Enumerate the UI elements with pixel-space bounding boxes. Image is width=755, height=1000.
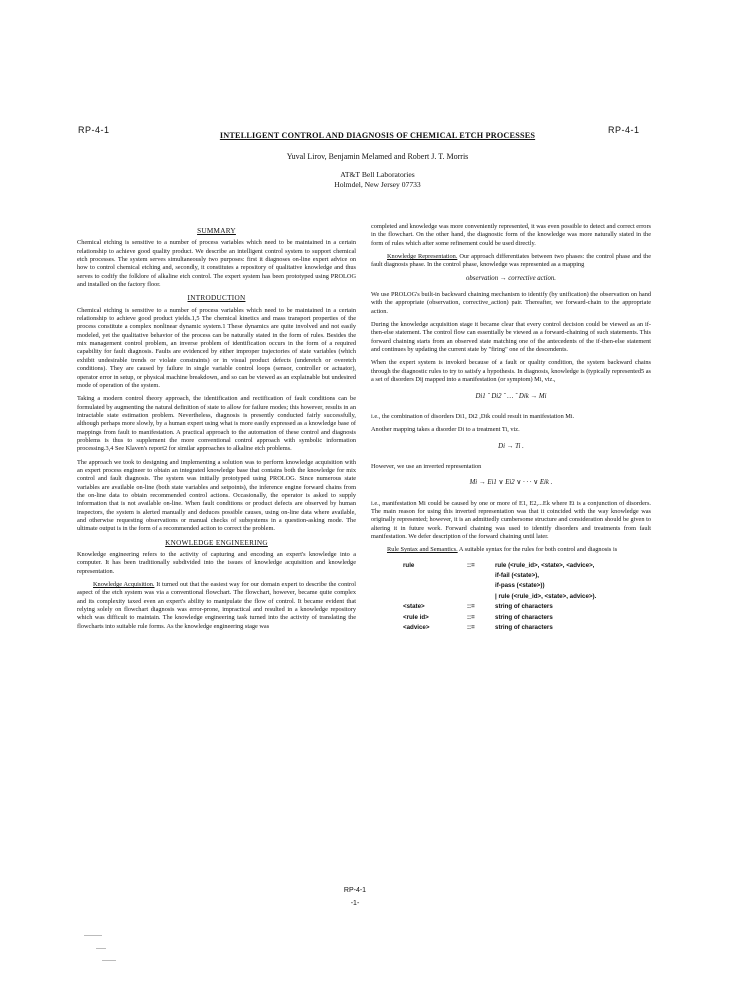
grammar-lhs: rule — [403, 561, 415, 569]
scan-speck — [96, 948, 106, 949]
grammar-lhs — [403, 582, 465, 590]
grammar-rhs: if-pass (<state>)) — [495, 582, 545, 590]
grammar-row — [403, 582, 600, 590]
kr-label: Knowledge Representation. — [387, 253, 458, 261]
paper-authors: Yuval Lirov, Benjamin Melamed and Robert J. T. Morris — [286, 152, 469, 161]
body-paragraph: We use PROLOG's built-in backward chaining mechanism to identify (by unification) the observation on hand with the appropriate (observation, corrective_action) pair. Thereafter, we forward-chain to the appropriate action. — [371, 291, 651, 315]
grammar-operator — [467, 582, 493, 590]
equation-treatment: Di → Ti . — [498, 442, 524, 450]
section-heading-introduction: INTRODUCTION — [187, 294, 246, 303]
rs-label: Rule Syntax and Semantics. — [387, 546, 458, 554]
grammar-row — [403, 614, 600, 622]
header-code-left: RP-4-1 — [78, 125, 110, 135]
grammar-lhs: <rule id> — [403, 613, 429, 621]
equation-observation: observation → corrective action. — [466, 274, 556, 282]
grammar-row — [403, 593, 600, 601]
section-heading-summary: SUMMARY — [197, 227, 236, 235]
body-paragraph: Another mapping takes a disorder Di to a treatment Ti, viz. — [371, 426, 520, 434]
body-paragraph: completed and knowledge was more conveniently represented, it was even possible to detect and correct errors in the flowchart. On the other hand, the diagnostic form of the knowledge was more naturally stated in the form of rules which after some refinement could be used directly. — [371, 223, 651, 247]
body-paragraph: During the knowledge acquisition stage it became clear that every control decision could be viewed as an if-then-else statement. The control flow can essentially be viewed as a forward-chaining of such statements. This forward chaining starts from an observed state matching one of the antecedents of the if-then-else statement and continues by updating the current state by "firing" one of the descendents. — [371, 321, 651, 354]
grammar-rhs: | rule (<rule_id>, <state>, advice>). — [495, 592, 597, 600]
grammar-operator — [467, 572, 493, 580]
ke-intro-paragraph: Knowledge engineering refers to the activity of capturing and encoding an expert's knowledge into a computer. It has been traditionally subdivided into the issues of knowledge acquisition and knowledge representation. — [77, 551, 356, 575]
body-paragraph: i.e., the combination of disorders Di1, Di2 ,Dik could result in manifestation Mi. — [371, 412, 575, 420]
grammar-row — [403, 603, 600, 611]
grammar-rhs: string of characters — [495, 624, 553, 632]
body-paragraph: i.e., manifestation Mi could be caused by one or more of E1, E2,...Ek where Ei is a conjunction of disorders. The main reason for using this inverted representation was that it coincided with the way knowledge was originally represented; however, it is an admittedly cumbersome structure and consideration should be given to altering it in future work. Forward chaining was used to identify disorders and treatments from fault manifestation. We defer description of the forward chaining until later. — [371, 499, 651, 540]
grammar-operator: ::= — [467, 561, 475, 569]
ka-text: It turned out that the easiest way for our domain expert to describe the control aspect of the etch system was via a conventional flowchart. The flowchart, however, became quite complex and its complexity taxed even an expert's ability to manipulate the flow of control. It became evident that relying solely on flowchart diagnosis was error-prone, impractical and resulted in a knowledge repository which was difficult to maintain. The knowledge engineering task turned into the activity of translating the flowcharts into suitable rule forms. As the knowledge engineering stage was — [77, 581, 356, 630]
grammar-lhs — [403, 593, 465, 601]
footer-code: RP-4-1 — [343, 887, 367, 894]
kr-paragraph — [371, 253, 651, 270]
ka-paragraph — [77, 581, 356, 631]
grammar-operator: ::= — [467, 624, 475, 632]
affiliation-line: AT&T Bell Laboratories — [340, 170, 415, 179]
grammar-row — [403, 572, 600, 580]
summary-paragraph: Chemical etching is sensitive to a number of process variables which need to be maintained in a certain relationship to achieve good quality product. We describe an intelligent control system to support chemical etch processes. The system serves simultaneously two purposes: first it diagnoses on-line expert advice on how to control chemical etching and, secondly, it constitutes a repository of qualitative knowledge and thus serves to codify the folklore of alkaline etch control. The expert system has been prototyped using PROLOG and installed on the factory floor. — [77, 239, 356, 289]
right-column — [371, 223, 651, 634]
body-paragraph: When the expert system is invoked because of a fault or quality condition, the system backward chains through the diagnostic rules to try to satisfy a hypothesis. In diagnosis, knowledge is (typically represented5 as a set of disorders Dij mapped into a manifestation (or symptom) Mi, viz., — [371, 359, 651, 384]
kr-text: Our approach differentiates between two phases: the control phase and the fault diagnosis phase. In the control phase, knowledge was represented as a mapping — [371, 253, 651, 269]
grammar-lhs: <advice> — [403, 624, 430, 632]
grammar-lhs: <state> — [403, 603, 425, 611]
grammar-rhs: if-fail (<state>), — [495, 572, 540, 580]
grammar-operator: ::= — [467, 613, 475, 621]
intro-paragraph: Taking a modern control theory approach, the identification and rectification of fault conditions can be formulated by augmenting the natural definition of state to allow for failure modes; this however, results in an intractable state estimation problem. Nevertheless, diagnosis is presently conducted fairly successfully, although perhaps more slowly, by a human expert using what is more easily expressed as a knowledge base of mappings from fault to manifestation. A practical approach to the automation of these control and diagnosis problems is thus to supplement the more conventional control approach with symbolic information processing.3,4 See Klaven's report2 for similar approaches to alkaline etch problems. — [77, 395, 356, 453]
grammar-rhs: rule (<rule_id>, <state>, <advice>, — [495, 561, 595, 569]
scan-speck — [84, 935, 102, 936]
intro-paragraph: The approach we took to designing and implementing a solution was to perform knowledge acquisition with an expert process engineer to obtain an integrated knowledge base that contains both the knowledge for mix control and fault diagnosis. The system was initially prototyped using PROLOG. Since numerous state variables are available on-line (both state variables and setpoints), the inference engine forward chains from the on-line data to obtain recommended control actions. Occasionally, the operator is asked to supply information that is not available on-line. When fault conditions or product defects are observed by human inspectors, the system is alerted manually and deduces possible causes, using on-line data where available, and otherwise requesting observations or manual checks of subsystems in a question-asking mode. The ultimate output is in the form of a recommended action to correct the problem. — [77, 458, 356, 533]
grammar-row — [403, 562, 600, 570]
rs-paragraph — [371, 546, 651, 554]
page-number: -1- — [350, 900, 360, 907]
equation-inverted: Mi → Ei1 ∨ Ei2 ∨ · · · ∨ Eik . — [469, 479, 553, 487]
intro-paragraph: Chemical etching is sensitive to a number of process variables which need to be maintained in a certain relationship to achieve good product yields.1,5 The chemical kinetics and mass transport properties of the process constitute a complex nonlinear dynamic system.1 These dynamics are quite involved and not easily modeled, yet the qualitative behavior of the process can be naturally stated in the form of rules. Besides the mix management control problem, an inverse problem of identification occurs in the form of a required capability for fault diagnosis. Faults are evidenced by either improper trajectories of state variables (which exhibit undesirable trends or violate constraints) or in visual product defects (underetch or overetch conditions). They are caused by failure in single variable control loops (sensor, controller or actuator), operator error in setup, or physical machine breakdown, and so can be viewed as an explainable but undesired mode of operation of the system. — [77, 306, 356, 389]
grammar-rhs: string of characters — [495, 613, 553, 621]
grammar-row — [403, 624, 600, 632]
header-code-right: RP-4-1 — [608, 125, 640, 135]
rs-text: A suitable syntax for the rules for both control and diagnosis is — [457, 546, 618, 554]
body-paragraph: However, we use an inverted representation — [371, 462, 482, 470]
section-heading-knowledge-engineering: KNOWLEDGE ENGINEERING — [165, 538, 268, 547]
ka-label: Knowledge Acquisition. — [93, 581, 155, 589]
grammar-operator: ::= — [467, 603, 475, 611]
left-column — [77, 223, 356, 636]
rule-grammar — [401, 560, 602, 635]
scan-speck — [102, 960, 116, 961]
affiliation-line: Holmdel, New Jersey 07733 — [334, 180, 421, 189]
grammar-operator — [467, 593, 493, 601]
affiliation — [140, 170, 615, 190]
paper-title: INTELLIGENT CONTROL AND DIAGNOSIS OF CHEMICAL ETCH PROCESSES — [219, 131, 536, 140]
grammar-rhs: string of characters — [495, 603, 553, 611]
grammar-lhs — [403, 572, 465, 580]
equation-disorders: Di1 ˆ Di2 ˆ … ˆ Dik → Mi — [475, 392, 547, 400]
